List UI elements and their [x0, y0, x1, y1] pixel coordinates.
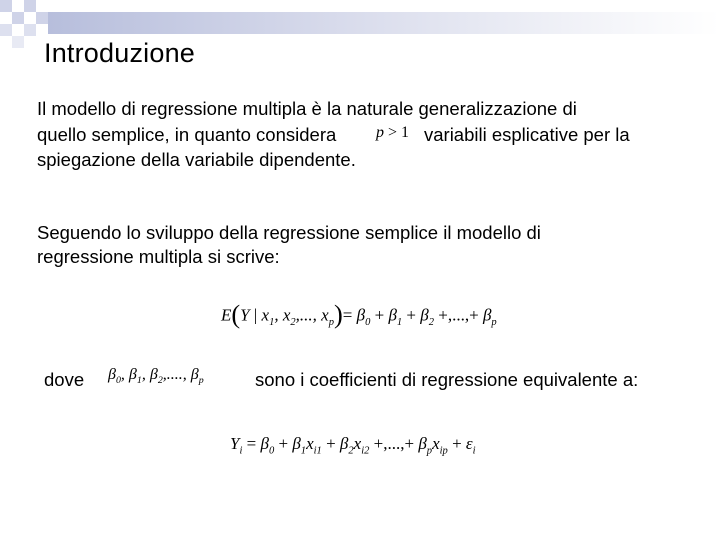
- coefficients-formula: $\beta_0$, $\beta_1$, $\beta_2$,...., $\beta_p$: [108, 366, 204, 387]
- paragraph-1-line-1: Il modello di regressione multipla è la naturale generalizzazione di: [37, 98, 577, 119]
- decoration-square: [24, 0, 36, 12]
- coefficients-description: sono i coefficienti di regressione equivalente a:: [255, 369, 639, 390]
- decoration-square: [0, 0, 12, 12]
- paragraph-1-line-3: spiegazione della variabile dipendente.: [37, 149, 356, 170]
- paragraph-2-line-2: regressione multipla si scrive:: [37, 246, 280, 267]
- decoration-square: [0, 24, 12, 36]
- slide-title: Introduzione: [44, 38, 196, 68]
- dove-label: dove: [44, 369, 85, 390]
- paragraph-1-line-2-end: variabili esplicative per la: [424, 124, 630, 145]
- title-band: [48, 12, 720, 34]
- regression-model-formula: $Y_i = \beta_0 + \beta_1x_{i1} + \beta_2x_{i2}$ +,...,+ $\beta_px_{ip} + \varepsilon_i$: [230, 434, 476, 457]
- decoration-square: [12, 12, 24, 24]
- paragraph-2-line-1: Seguendo lo sviluppo della regressione semplice il modello di: [37, 222, 541, 243]
- decoration-square: [24, 24, 36, 36]
- decoration-square: [12, 36, 24, 48]
- p-greater-than-1-formula: p > 1: [376, 124, 410, 141]
- decoration-square: [36, 12, 48, 24]
- paragraph-1-line-2-start: quello semplice, in quanto considera: [37, 124, 337, 145]
- conditional-expectation-formula: E(Y | $x_1$, $x_2$,..., $x_p)= \beta_0 + \beta_1 + \beta_2$ +,...,+ $\beta_p$: [221, 300, 497, 329]
